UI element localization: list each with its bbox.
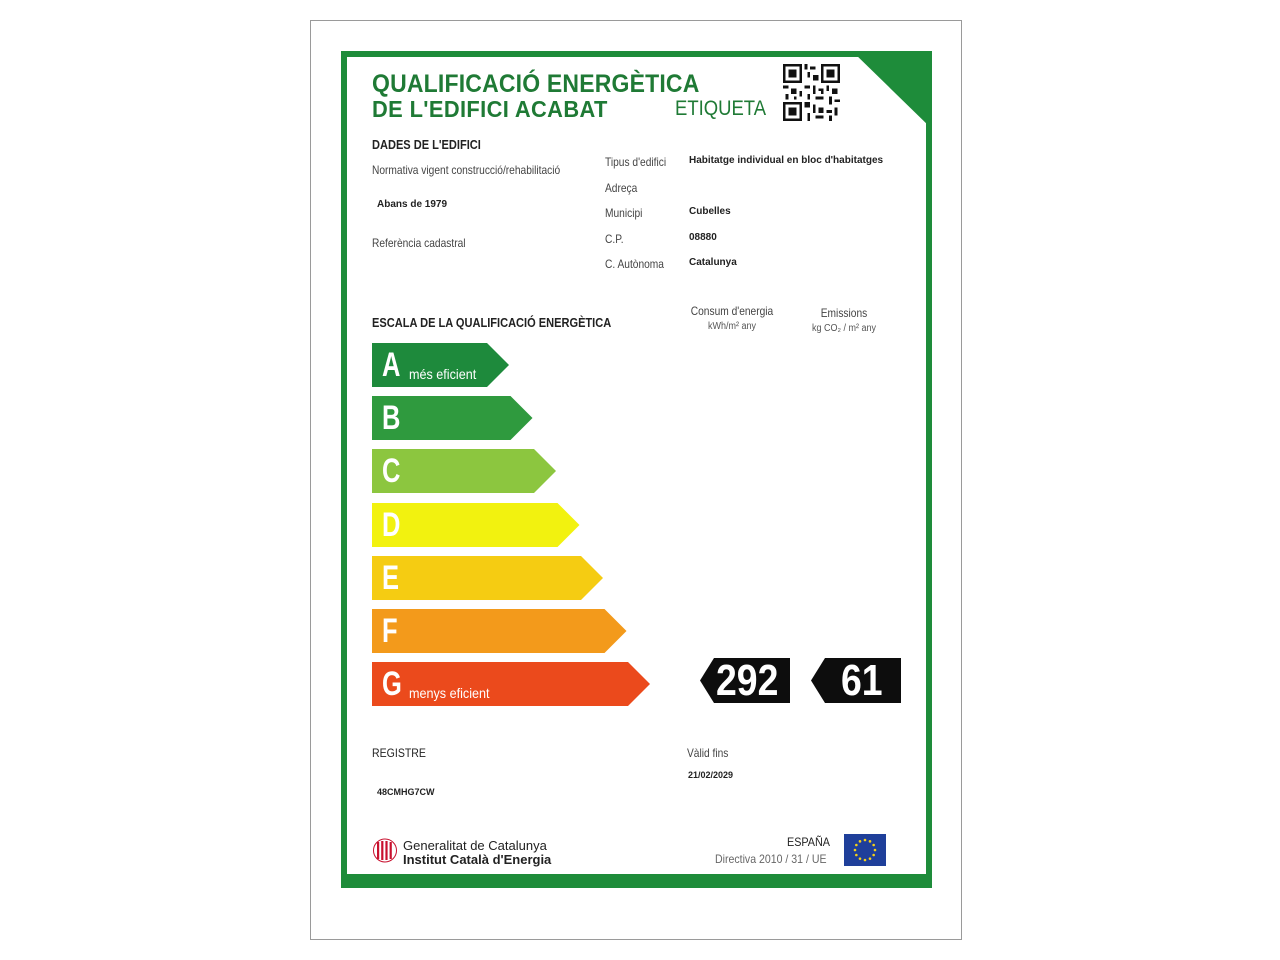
tipus-label: Tipus d'edifici [605,155,667,169]
etiqueta-label: ETIQUETA [675,97,767,120]
title-line2: DE L'EDIFICI ACABAT [372,96,608,122]
energy-class-a-bar [372,343,509,387]
scale-section-title: ESCALA DE LA QUALIFICACIÓ ENERGÈTICA [372,315,612,330]
generalitat-text: Generalitat de Catalunya [403,838,547,853]
normativa-value: Abans de 1979 [377,199,448,210]
consum-value: 292 [716,656,779,705]
emissions-units: kg CO₂ / m² any [811,323,877,334]
energy-class-b-bar [372,396,533,440]
emissions-header: Emissions [820,306,868,320]
adreca-label: Adreça [605,181,638,195]
consum-header: Consum d'energia [690,304,774,318]
energy-class-letter: A [382,346,401,384]
title-line1: QUALIFICACIÓ ENERGÈTICA [372,70,700,98]
referencia-label: Referència cadastral [372,236,466,250]
energy-class-letter: D [382,505,401,544]
normativa-label: Normativa vigent construcció/rehabilitació [372,163,561,177]
registre-value: 48CMHG7CW [377,787,435,797]
energy-class-letter: B [382,399,401,438]
valid-value: 21/02/2029 [688,770,734,780]
energy-class-f-bar [372,609,627,653]
energy-class-letter: G [382,665,402,704]
energy-class-e-bar [372,556,603,600]
generalitat-logo-icon [373,838,397,863]
building-section-title: DADES DE L'EDIFICI [372,137,481,152]
valid-label: Vàlid fins [687,746,729,760]
consum-units: kWh/m² any [707,321,757,332]
cp-value: 08880 [689,232,717,243]
espana-label: ESPAÑA [787,835,831,849]
energy-class-caption: menys eficient [409,685,490,702]
eu-flag-icon [844,834,886,866]
autonoma-value: Catalunya [689,257,737,268]
registre-label: REGISTRE [372,746,426,760]
energy-class-letter: C [382,452,401,491]
autonoma-label: C. Autònoma [605,257,664,271]
qr-code-icon [783,64,840,121]
emissions-rating-badge [811,658,901,703]
municipi-label: Municipi [605,206,643,220]
energy-class-letter: E [382,558,400,597]
icaen-text: Institut Català d'Energia [403,852,552,867]
cp-label: C.P. [605,232,624,246]
energy-class-g-bar [372,662,650,706]
energy-class-d-bar [372,503,580,547]
directiva-label: Directiva 2010 / 31 / UE [715,852,827,866]
emissions-value: 61 [841,656,883,705]
energy-class-c-bar [372,449,556,493]
consum-rating-badge [700,658,790,703]
municipi-value: Cubelles [689,206,731,217]
corner-triangle [852,51,932,129]
tipus-value: Habitatge individual en bloc d'habitatges [689,155,884,166]
energy-class-caption: més eficient [409,366,477,382]
energy-class-letter: F [382,612,398,650]
